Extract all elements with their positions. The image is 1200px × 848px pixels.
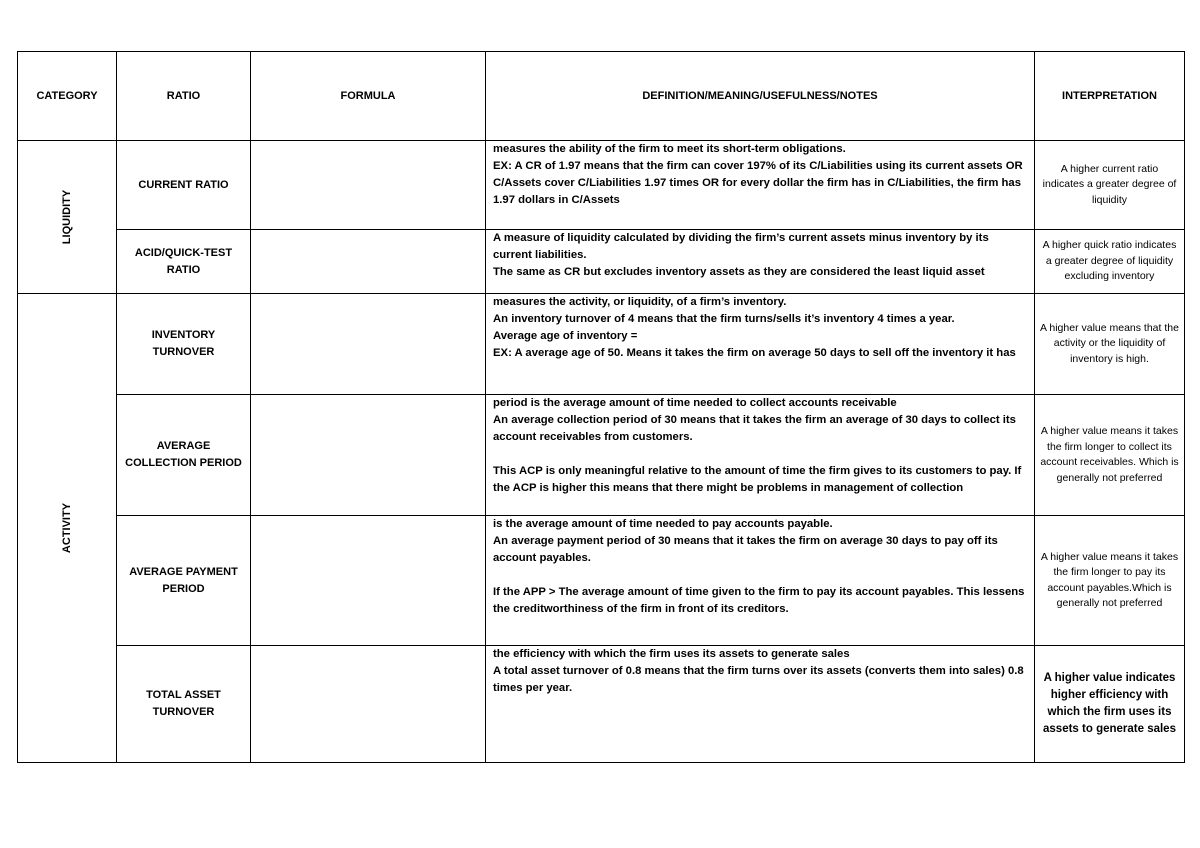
definition-cell — [486, 141, 1035, 230]
interpretation-cell: A higher current ratio indicates a greater degree of liquidity — [1035, 141, 1185, 230]
formula-cell — [251, 395, 486, 516]
header-ratio: RATIO — [117, 52, 251, 141]
interpretation-cell: A higher value indicates higher efficiency with which the firm uses its assets to generate sales — [1035, 646, 1185, 763]
table-row — [18, 230, 1185, 294]
definition-text: EX: A CR of 1.97 means that the firm can cover 197% of its C/Liabilities using its current assets OR C/Assets cover C/Liabilities 1.97 times OR for every dollar the firm has in C/Liabilities, the firm has 1.97 dollars in C/Assets — [493, 160, 1023, 206]
table-row — [18, 294, 1185, 395]
definition-text: An average collection period of 30 means that it takes the firm an average of 30 days to collect its account receivables from customers. — [493, 414, 1016, 443]
definition-cell — [486, 294, 1035, 395]
header-category: CATEGORY — [18, 52, 117, 141]
category-label: ACTIVITY — [61, 502, 73, 554]
category-label: LIQUIDITY — [61, 189, 73, 245]
ratio-name: TOTAL ASSET TURNOVER — [117, 646, 251, 763]
category-cell-liquidity — [18, 141, 117, 294]
ratio-name: CURRENT RATIO — [117, 141, 251, 230]
header-definition: DEFINITION/MEANING/USEFULNESS/NOTES — [486, 52, 1035, 141]
interpretation-cell: A higher quick ratio indicates a greater degree of liquidity excluding inventory — [1035, 230, 1185, 294]
formula-cell — [251, 294, 486, 395]
definition-text: the efficiency with which the firm uses its assets to generate sales — [493, 648, 850, 660]
definition-cell — [486, 230, 1035, 294]
header-interpretation: INTERPRETATION — [1035, 52, 1185, 141]
definition-text: A total asset turnover of 0.8 means that the firm turns over its assets (converts them into sales) 0.8 times per year. — [493, 665, 1024, 694]
definition-cell — [486, 646, 1035, 763]
category-cell-activity — [18, 294, 117, 763]
header-formula: FORMULA — [251, 52, 486, 141]
definition-text: An inventory turnover of 4 means that the firm turns/sells it’s inventory 4 times a year. — [493, 313, 955, 325]
ratio-name: ACID/QUICK-TEST RATIO — [117, 230, 251, 294]
header-row — [18, 52, 1185, 141]
table-row — [18, 646, 1185, 763]
definition-text: This ACP is only meaningful relative to the amount of time the firm gives to its customers to pay. If the ACP is higher this means that there might be problems in management of collection — [493, 465, 1022, 494]
definition-text: An average payment period of 30 means that it takes the firm on average 30 days to pay off its account payables. — [493, 535, 998, 564]
interpretation-cell: A higher value means it takes the firm longer to pay its account payables.Which is generally not preferred — [1035, 516, 1185, 646]
definition-text: A measure of liquidity calculated by dividing the firm’s current assets minus inventory by its current liabilities. — [493, 232, 989, 261]
definition-text: measures the ability of the firm to meet its short-term obligations. — [493, 143, 846, 155]
formula-cell — [251, 141, 486, 230]
financial-ratios-table — [17, 51, 1185, 763]
ratio-name: AVERAGE COLLECTION PERIOD — [117, 395, 251, 516]
definition-text: EX: A average age of 50. Means it takes the firm on average 50 days to sell off the inventory it has — [493, 347, 1016, 359]
definition-text: The same as CR but excludes inventory assets as they are considered the least liquid asset — [493, 266, 985, 278]
definition-cell — [486, 395, 1035, 516]
table-row — [18, 395, 1185, 516]
interpretation-cell: A higher value means it takes the firm longer to collect its account receivables. Which is generally not preferred — [1035, 395, 1185, 516]
definition-cell — [486, 516, 1035, 646]
table-row — [18, 516, 1185, 646]
table-row — [18, 141, 1185, 230]
definition-text: measures the activity, or liquidity, of a firm’s inventory. — [493, 296, 787, 308]
formula-cell — [251, 230, 486, 294]
definition-text: is the average amount of time needed to pay accounts payable. — [493, 518, 833, 530]
definition-text: If the APP > The average amount of time given to the firm to pay its account payables. This lessens the creditworthiness of the firm in front of its creditors. — [493, 586, 1025, 615]
ratio-name: INVENTORY TURNOVER — [117, 294, 251, 395]
formula-cell — [251, 646, 486, 763]
interpretation-cell: A higher value means that the activity or the liquidity of inventory is high. — [1035, 294, 1185, 395]
ratio-name: AVERAGE PAYMENT PERIOD — [117, 516, 251, 646]
definition-text: Average age of inventory = — [493, 330, 638, 342]
definition-text: period is the average amount of time needed to collect accounts receivable — [493, 397, 897, 409]
formula-cell — [251, 516, 486, 646]
